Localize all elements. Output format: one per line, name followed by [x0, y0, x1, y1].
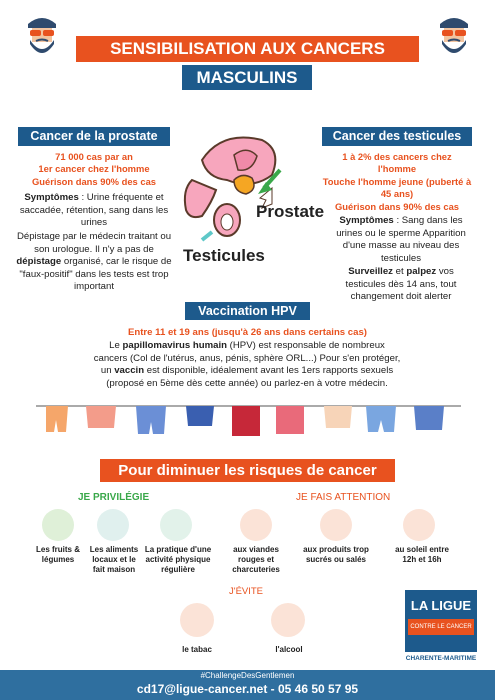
sun-icon: [403, 509, 435, 541]
hpv-t2-bold: vaccin: [114, 365, 145, 377]
prostate-symptoms: [14, 192, 174, 230]
item-label-7: le tabac: [182, 645, 212, 654]
surveil-post: vos testicules dès 14 ans, tout changement doit alerter: [345, 266, 457, 303]
item-label-1: Les fruits & légumes: [35, 545, 80, 564]
mascot-left-icon: [24, 14, 60, 58]
testicules-title: Cancer des testicules: [322, 127, 472, 146]
testicules-symptoms: [330, 215, 472, 265]
privilege-title: JE PRIVILÉGIE: [78, 492, 150, 503]
hpv-t1: Le: [109, 340, 123, 351]
prostate-title: Cancer de la prostate: [18, 127, 170, 146]
item-label-5: aux produits trop sucrés ou salés: [303, 545, 369, 564]
prostate-label: Prostate: [256, 202, 325, 221]
logo-line2: CONTRE LE CANCER: [408, 619, 474, 635]
clothesline-illustration: [36, 392, 461, 447]
prostate-depistage-pre: Dépistage par le médecin traitant ou son urologue. Il n'y a pas de: [16, 231, 172, 255]
surveil-bold: Surveillez: [348, 266, 393, 277]
anatomy-illustration: [172, 120, 325, 260]
item-label-6: au soleil entre 12h et 16h: [395, 545, 449, 564]
alcohol-icon: [271, 603, 305, 637]
page-subtitle: MASCULINS: [182, 65, 312, 90]
testicules-stats: [322, 151, 472, 213]
logo-region: CHARENTE-MARITIME: [405, 655, 477, 662]
prostate-depistage: [14, 231, 174, 294]
meat-icon: [240, 509, 272, 541]
sweets-icon: [320, 509, 352, 541]
footer-contact: cd17@ligue-cancer.net - 05 46 50 57 95: [136, 682, 359, 696]
hpv-t2: (HPV) est responsable de nombreux cancers (Col de l'utérus, anus, pénis, sphère ORL...) Pour s'en protéger, un: [93, 340, 401, 377]
item-label-3: La pratique d'une activité physique régulière: [144, 545, 212, 574]
hpv-t3: est disponible, idéalement avant les 1ers rapports sexuels (proposé en 5ème dès cette année) ou parlez-en à votre médecin.: [106, 365, 394, 389]
testicules-stat-3: Guérison dans 90% des cas: [334, 200, 459, 212]
prostate-depistage-post: organisé, car le risque de "faux-positif" dans les tests est trop important: [19, 256, 172, 293]
risks-title: Pour diminuer les risques de cancer: [100, 459, 395, 482]
hpv-age: Entre 11 et 19 ans (jusqu'à 26 ans dans certains cas): [127, 327, 368, 338]
page-title: SENSIBILISATION AUX CANCERS: [76, 36, 419, 62]
prostate-stats: [14, 151, 174, 188]
evite-title: J'ÉVITE: [229, 586, 264, 597]
testicules-label: Testicules: [183, 246, 265, 265]
item-label-4: aux viandes rouges et charcuteries: [232, 545, 280, 574]
testicules-symptoms-label: Symptômes: [339, 215, 394, 226]
testicules-surveil: [330, 266, 472, 304]
cooking-icon: [97, 509, 129, 541]
prostate-stat-3: Guérison dans 90% des cas: [31, 175, 156, 187]
vegetables-icon: [42, 509, 74, 541]
hpv-text: [92, 340, 402, 390]
exercise-icon: [160, 509, 192, 541]
la-ligue-logo: [405, 590, 477, 652]
prostate-stat-2: 1er cancer chez l'homme: [38, 163, 150, 175]
tobacco-icon: [180, 603, 214, 637]
item-label-8: l'alcool: [275, 645, 303, 654]
palpez-bold: palpez: [406, 266, 437, 277]
prostate-stat-1: 71 000 cas par an: [55, 151, 133, 162]
testicules-stat-2: Touche l'homme jeune (puberté à 45 ans): [322, 175, 472, 200]
hpv-t1-bold: papillomavirus humain: [122, 340, 227, 351]
footer-hashtag: #ChallengeDesGentlemen: [200, 671, 295, 680]
hpv-title: Vaccination HPV: [185, 302, 310, 320]
prostate-symptoms-label: Symptômes: [24, 192, 79, 203]
logo-line1: LA LIGUE: [410, 598, 472, 613]
mascot-right-icon: [436, 14, 472, 58]
prostate-symptoms-text: : Urine fréquente et saccadée, rétention, sang dans les urines: [19, 192, 169, 229]
surveil-mid: et: [392, 266, 407, 277]
prostate-depistage-bold: dépistage: [16, 256, 62, 268]
item-label-2: Les aliments locaux et le fait maison: [89, 545, 139, 574]
testicules-stat-1: 1 à 2% des cancers chez l'homme: [342, 151, 452, 175]
attention-title: JE FAIS ATTENTION: [296, 492, 391, 503]
testicules-symptoms-text: : Sang dans les urines ou le sperme Apparition d'une masse au niveau des testicules: [336, 215, 466, 264]
